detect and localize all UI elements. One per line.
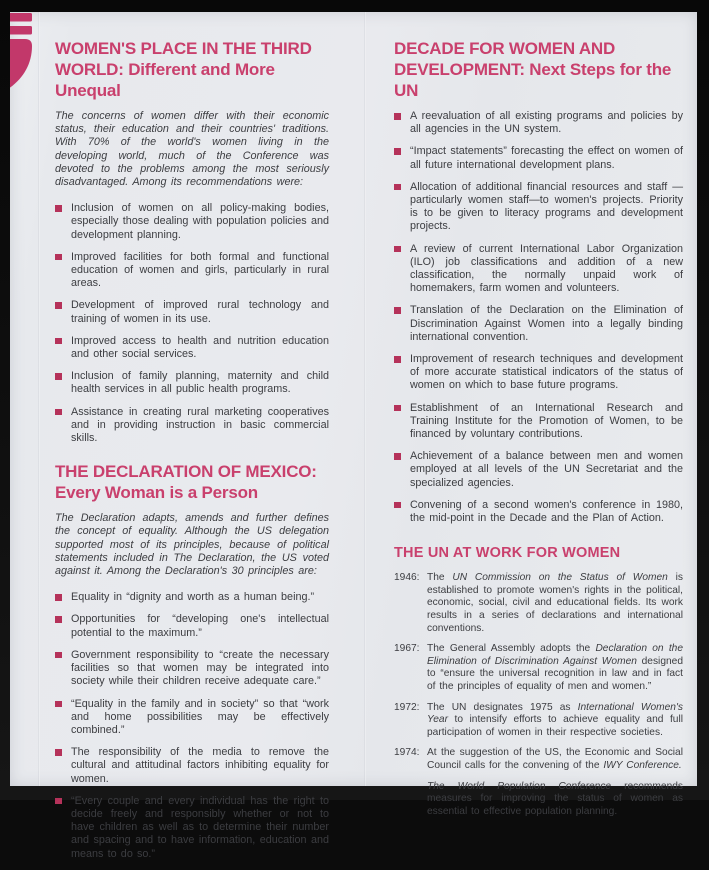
bullet-item [55,202,329,242]
left-column [55,12,329,870]
bullet-text: Equality in “dignity and worth as a human being.” [71,591,315,604]
timeline-year: 1967: [394,643,420,655]
fold-crease-center [364,12,366,786]
principles-list [55,591,329,860]
bullet-square-icon [55,701,62,708]
bullet-text: “Impact statements” forecasting the effect on women of all future international development plans. [410,145,683,171]
section-intro: The Declaration adapts, amends and further defines the concept of equality. Although the US delegation supported most of its principles, because of political statements included in The Declaration, the US voted against it. Among the Declaration's 30 principles are: [55,512,329,578]
timeline-entry [394,572,683,635]
timeline-text: The General Assembly adopts the Declaration on the Elimination of Discrimination Against Women designed to “ensure the universal recognition in law and in fact of the principles of equality of men and women.” [427,643,683,693]
section-title-line1: THE DECLARATION OF MEXICO: [55,462,317,482]
timeline-text: The UN Commission on the Status of Women is established to promote women's rights in the political, economic, social, civil and educational fields. Its work results in a series of declarations and international conventions. [427,572,684,634]
bullet-text: Government responsibility to “create the necessary facilities so that women may be integrated into society while their children receive adequate care.” [71,648,329,688]
bullet-item [55,746,329,786]
timeline-entry [394,747,683,772]
bullet-text: Opportunities for “developing one's intellectual potential to the maximum.” [71,613,329,639]
bullet-item [55,698,329,738]
bullet-text: “Equality in the family and in society” so that “work and home possibilities may be effectively combined.” [71,697,329,736]
section-title [394,38,683,101]
section-title-line2: Every Woman is a Person [55,483,258,503]
bullet-square-icon [55,338,62,345]
bullet-text: Improved facilities for both formal and functional education of women and girls, particularly in rural areas. [71,250,329,290]
section-un-at-work [394,545,683,818]
iwy-dove-logo-icon [10,12,34,92]
bullet-item [55,591,329,604]
bullet-text: Improved access to health and nutrition education and other social services. [71,334,329,361]
bullet-square-icon [55,616,62,623]
bullet-text: Inclusion of family planning, maternity and child health services in all public health programs. [71,370,329,396]
bullet-square-icon [55,594,62,601]
bullet-item [55,370,329,396]
bullet-text: Establishment of an International Research and Training Institute for the Promotion of Women, to be financed by voluntary contributions. [410,401,683,441]
bullet-item [394,450,683,490]
section-decade-for-women [394,38,683,525]
section-title-line1: WOMEN'S PLACE IN THE THIRD [55,39,312,58]
bullet-item [55,795,329,861]
section-declaration-of-mexico [55,461,329,860]
section-intro: The concerns of women differ with their economic status, their education and their countries' traditions. With 70% of the world's women living in the developing world, much of the Conference was devoted to the problems among the most seriously disadvantaged. Among its recommendations were: [55,110,329,189]
timeline-year: 1972: [394,701,420,713]
bullet-square-icon [394,184,401,191]
timeline-entry [394,702,683,740]
bullet-item [55,335,329,361]
bullet-square-icon [55,409,62,416]
bullet-text: A reevaluation of all existing programs and policies by all agencies in the UN system. [410,110,683,136]
bullet-item [55,649,329,689]
section-title-line2: DEVELOPMENT: Next Steps for the UN [394,60,672,100]
timeline-text: At the suggestion of the US, the Economic and Social Council calls for the convening of the IWY Conference. [427,747,683,771]
bullet-square-icon [394,453,401,460]
bullet-text: The responsibility of the media to remove the cultural and attitudinal factors inhibiting equality for women. [71,746,329,785]
bullet-square-icon [55,798,62,805]
timeline-year: 1946: [394,572,420,584]
bullet-text: Translation of the Declaration on the Elimination of Discrimination Against Women into a legally binding international convention. [410,304,683,343]
bullet-square-icon [55,652,62,659]
bullet-item [394,402,683,442]
bullet-item [394,304,683,344]
bullet-square-icon [55,205,62,212]
bullet-item [394,110,683,136]
fold-crease-left [38,12,40,786]
timeline-entry [394,643,683,693]
bullet-square-icon [55,254,62,261]
bullet-item [394,353,683,393]
bullet-text: A review of current International Labor Organization (ILO) job classifications and addition of a new classification, the normally unpaid work of homemakers, farm women and volunteers. [410,242,683,295]
timeline-year [394,781,427,819]
section-title [55,38,329,101]
section-title-line1: DECADE FOR WOMEN AND [394,39,616,58]
bullet-square-icon [394,113,401,120]
bullet-item [394,145,683,171]
timeline-text: The UN designates 1975 as International Women's Year to intensify efforts to achieve equality and full participation of women in their respective societies. [427,701,684,738]
bullet-square-icon [55,302,62,309]
timeline-entry [394,781,683,819]
bullet-item [55,406,329,446]
bullet-text: Assistance in creating rural marketing cooperatives and in providing instruction in basic commercial skills. [71,405,329,445]
section-title [55,461,329,503]
bullet-text: Development of improved rural technology and training of women in its use. [71,299,329,325]
bullet-item [55,299,329,325]
bullet-text: Achievement of a balance between men and women employed at all levels of the UN Secretariat and the specialized agencies. [410,450,683,489]
recommendations-list [55,202,329,445]
bullet-item [55,251,329,291]
bullet-item [394,181,683,234]
timeline-text: The World Population Conference recommends measures for improving the status of women as essential to effective population planning. [427,780,683,817]
bullet-text: Inclusion of women on all policy-making bodies, especially those dealing with population policies and development planning. [71,202,329,241]
bullet-square-icon [394,502,401,509]
bullet-square-icon [394,246,401,253]
bullet-square-icon [394,148,401,155]
bullet-item [394,243,683,296]
bullet-item [394,499,683,525]
bullet-square-icon [394,356,401,363]
right-column [394,12,683,826]
section-womens-place [55,38,329,445]
bullet-square-icon [55,373,62,380]
bullet-text: “Every couple and every individual has the right to decide freely and responsibly whether or not to have children as well as to determine their number and spacing and to have information, education and means to do so.” [71,794,329,860]
bullet-text: Improvement of research techniques and development of more accurate statistical indicators of the status of women on which to base future programs. [410,353,683,392]
section-title-line2: WORLD: Different and More Unequal [55,60,275,100]
bullet-text: Allocation of additional financial resources and staff —particularly women staff—to women's projects. Priority is to be given to literacy programs and development projects. [410,180,683,233]
brochure-page [10,12,697,860]
bullet-square-icon [55,749,62,756]
bullet-text: Convening of a second women's conference in 1980, the mid-point in the Decade and the Plan of Action. [410,498,683,525]
un-history-timeline [394,572,683,818]
bullet-square-icon [394,405,401,412]
next-steps-list [394,110,683,525]
bullet-item [55,613,329,639]
timeline-year: 1974: [394,747,420,759]
section-title: THE UN AT WORK FOR WOMEN [394,545,621,562]
bullet-square-icon [394,307,401,314]
